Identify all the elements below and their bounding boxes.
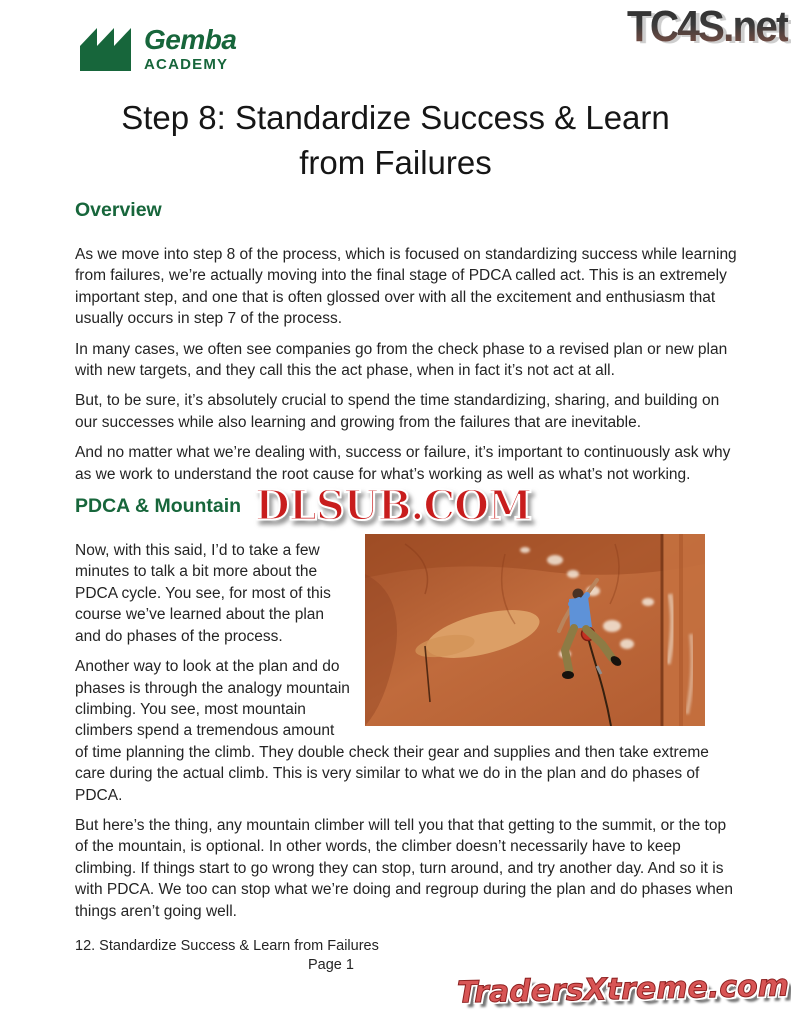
- paragraph: As we move into step 8 of the process, which is focused on standardizing success while learning from failures, we’re actually moving into the final stage of PDCA called act. This is an extremely important step, and one that is often glossed over with all the excitement and enthusiasm that usually occurs in step 7 of the process.: [75, 246, 737, 328]
- paragraph: But, to be sure, it’s absolutely crucial to spend the time standardizing, sharing, and building on our successes while also learning and growing from the failures that are inevitable.: [75, 392, 720, 431]
- footer-title: 12. Standardize Success & Learn from Failures: [75, 938, 379, 954]
- factory-icon: [75, 18, 137, 74]
- section-heading-pdca-mountain: PDCA & Mountain: [75, 495, 242, 518]
- paragraph: And no matter what we’re dealing with, success or failure, it’s important to continuously ask why as we work to understand the root cause for what’s working as well as what’s not working.: [75, 444, 731, 483]
- page-number: Page 1: [308, 957, 354, 973]
- paragraph: In many cases, we often see companies go from the check phase to a revised plan or new plan with new targets, and they call this the act phase, when in fact it’s not act at all.: [75, 340, 728, 380]
- paragraph: But here’s the thing, any mountain climber will tell you that that getting to the summit, or the top of the mountain, is optional. In other words, the climber doesn’t necessarily have to keep climbing. If things start to go wrong they can stop, turn around, and try another day. And so it is with PDCA. We too can stop what we’re doing and regroup during the plan and do phases when things aren’t going well.: [75, 816, 734, 920]
- paragraph: Another way to look at the plan and do phases is through the analogy mountain climbing. You see, most mountain climbers spend a tremendous amount of time planning the climb. They double check their gear and supplies and then take extreme care during the actual climb. This is very similar to what we do in the plan and do phases of PDCA.: [75, 658, 709, 804]
- section-heading-row: [75, 481, 740, 531]
- paragraph: Now, with this said, I’d to take a few minutes to talk a bit more about the PDCA cycle. You see, for most of this course we’ve learned about the plan and do phases of the process.: [75, 542, 331, 645]
- dlsub-watermark: DLSUB.COM: [255, 481, 532, 531]
- logo-name: Gemba: [144, 24, 237, 55]
- gemba-academy-logo: [75, 18, 236, 74]
- page-footer: [75, 938, 740, 973]
- page-title: [0, 95, 791, 185]
- tc4s-watermark: TC4S.net: [627, 2, 788, 51]
- section-heading-overview: Overview: [75, 199, 162, 221]
- logo-wordmark: [144, 26, 236, 74]
- page-title-line2: from Failures: [299, 144, 492, 181]
- mountain-climber-photo: [365, 534, 705, 726]
- logo-subtitle: ACADEMY: [144, 56, 229, 73]
- page-title-line1: Step 8: Standardize Success & Learn: [121, 99, 670, 136]
- document-body: [75, 198, 740, 931]
- tradersxtreme-watermark: TradersXtreme.com: [456, 968, 790, 1011]
